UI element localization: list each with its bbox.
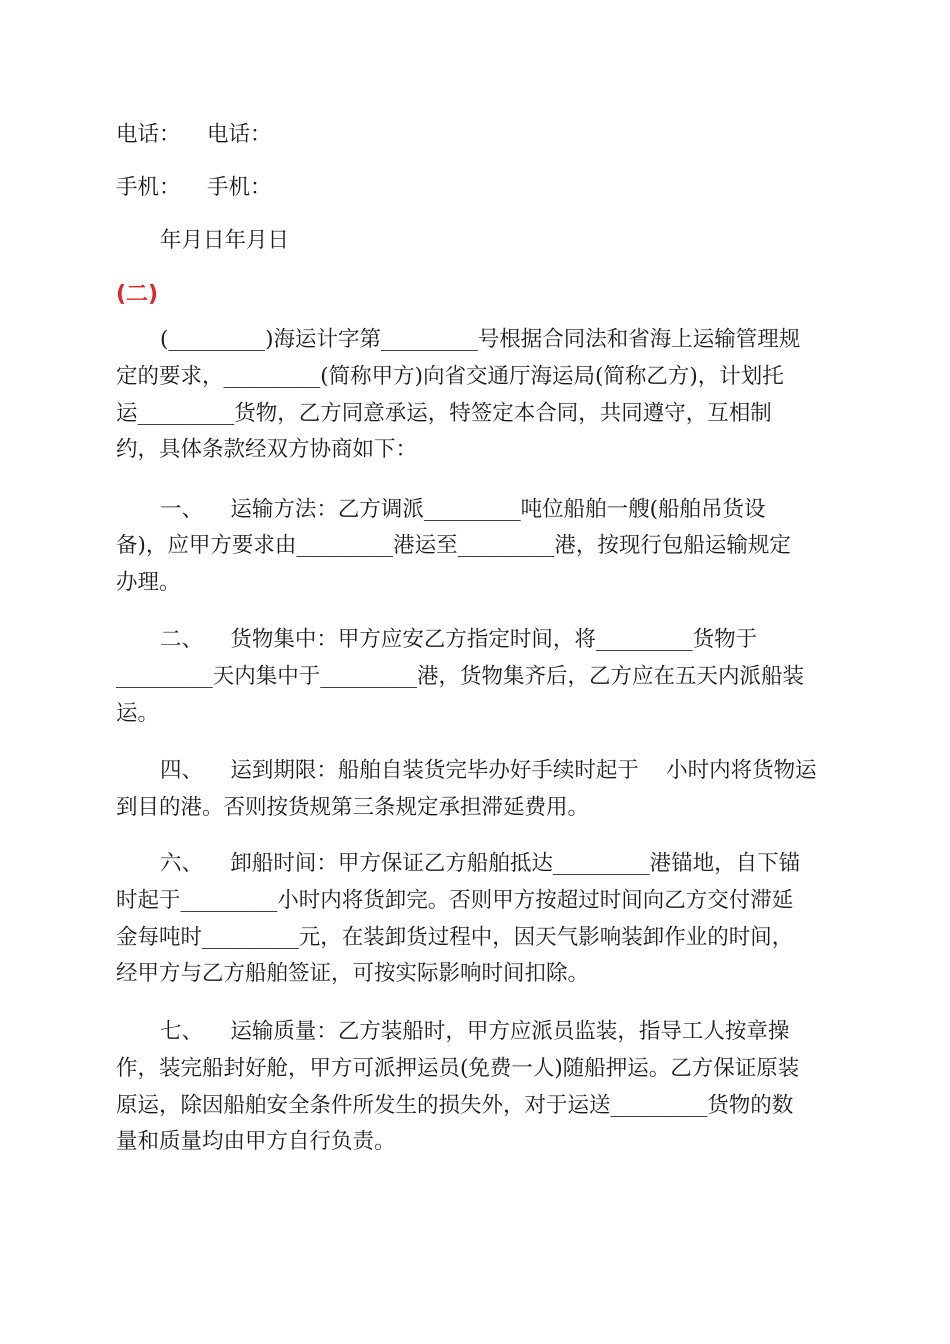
clause-2-line-1: 二、 货物集中：甲方应安乙方指定时间，将_________货物于 (160, 627, 758, 652)
mobile-label-left: 手机： (116, 175, 181, 200)
phone-label-right: 电话： (207, 122, 272, 147)
clause-6-line-4: 经甲方与乙方船舶签证，可按实际影响时间扣除。 (116, 961, 590, 986)
intro-line-3: 运_________货物，乙方同意承运，特签定本合同，共同遵守，互相制 (116, 401, 772, 426)
intro-line-1: (_________)海运计字第_________号根据合同法和省海上运输管理规 (160, 327, 801, 352)
intro-line-4: 约，具体条款经双方协商如下： (116, 437, 418, 462)
clause-6-line-1: 六、 卸船时间：甲方保证乙方船舶抵达_________港锚地，自下锚 (160, 851, 801, 876)
clause-7-line-3: 原运，除因船舶安全条件所发生的损失外，对于运送_________货物的数 (116, 1093, 794, 1118)
clause-4-line-2: 到目的港。否则按货规第三条规定承担滞延费用。 (116, 795, 590, 820)
section-label: (二) (116, 282, 159, 307)
clause-6-line-2: 时起于_________小时内将货卸完。否则甲方按超过时间向乙方交付滞延 (116, 888, 794, 913)
phone-label-left: 电话： (116, 122, 181, 147)
clause-1-line-1: 一、 运输方法：乙方调派_________吨位船舶一艘(船舶吊货设 (160, 497, 766, 522)
clause-7-line-1: 七、 运输质量：乙方装船时，甲方应派员监装，指导工人按章操 (160, 1019, 790, 1044)
clause-1-line-3: 办理。 (116, 570, 181, 595)
mobile-label-right: 手机： (207, 175, 272, 200)
clause-7-line-2: 作，装完船封好舱，甲方可派押运员(免费一人)随船押运。乙方保证原装 (116, 1056, 800, 1081)
clause-1-line-2: 备)，应甲方要求由_________港运至_________港，按现行包船运输规定 (116, 533, 791, 558)
date-line: 年月日年月日 (160, 228, 290, 253)
clause-7-line-4: 量和质量均由甲方自行负责。 (116, 1129, 396, 1154)
clause-6-line-3: 金每吨时_________元，在装卸货过程中，因天气影响装卸作业的时间， (116, 925, 794, 950)
clause-2-line-2: _________天内集中于_________港，货物集齐后，乙方应在五天内派船装 (116, 664, 805, 689)
clause-2-line-3: 运。 (116, 701, 160, 726)
intro-line-2: 定的要求，_________(简称甲方)向省交通厅海运局(简称乙方)，计划托 (116, 364, 784, 389)
clause-4-line-1: 四、 运到期限：船舶自装货完毕办好手续时起于 小时内将货物运 (160, 758, 817, 783)
